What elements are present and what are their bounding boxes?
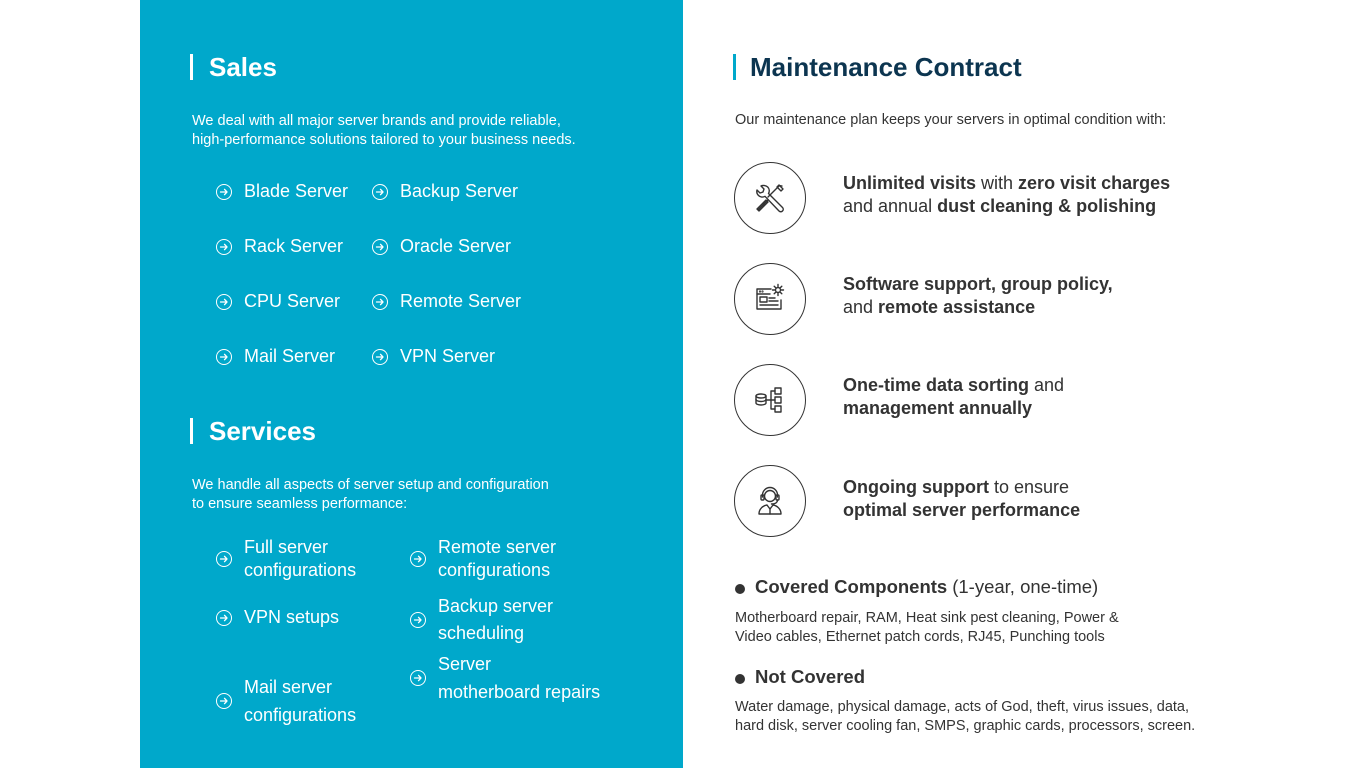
service-item[interactable] [216,604,339,631]
arrow-circle-icon [216,551,232,567]
covered-components-list: Motherboard repair, RAM, Heat sink pest cleaning, Power & Video cables, Ethernet patch cords, RJ45, Punching tools [735,610,1119,645]
sales-item-label: CPU Server [244,291,341,311]
arrow-circle-icon [410,670,426,686]
software-settings-icon [734,263,806,335]
arrow-circle-icon [410,551,426,567]
feature-data-sorting: One-time data sorting and management annually [843,375,1065,418]
arrow-circle-icon [410,612,426,628]
sales-item[interactable] [372,233,511,260]
arrow-circle-icon [372,349,388,365]
sales-item[interactable] [372,178,518,205]
service-item[interactable] [216,536,356,582]
sales-item-label: Mail Server [244,346,336,366]
sales-item-label: Rack Server [244,236,344,256]
arrow-circle-icon [216,610,232,626]
service-item[interactable] [216,673,356,729]
bullet-dot [735,674,745,684]
not-covered-title: Not Covered [735,666,870,688]
services-description: We handle all aspects of server setup and configuration to ensure seamless performance: [192,477,549,512]
arrow-circle-icon [216,239,232,255]
tools-icon [734,162,806,234]
sales-item-label: Blade Server [244,181,349,201]
feature-ongoing-support: Ongoing support to ensure optimal server performance [843,477,1081,520]
sales-item-label: Oracle Server [400,236,512,256]
bullet-dot [735,584,745,594]
data-sorting-icon [734,364,806,436]
sales-heading: Sales [190,54,277,80]
service-item[interactable] [410,593,553,647]
covered-components-title: Covered Components (1-year, one-time) [735,576,1098,598]
arrow-circle-icon [216,349,232,365]
sales-item-label: VPN Server [400,346,496,366]
service-item-label: Server motherboard repairs [438,654,601,702]
service-item-label: VPN setups [244,607,340,627]
left-panel [140,0,683,768]
sales-item[interactable] [372,343,495,370]
not-covered-list: Water damage, physical damage, acts of God, theft, virus issues, data, hard disk, server cooling fan, SMPS, graphic cards, processors, screen. [735,699,1196,734]
service-item-label: Full server configurations [244,537,357,580]
sales-description: We deal with all major server brands and provide reliable, high-performance solutions tailored to your business needs. [192,113,576,148]
service-item-label: Remote server configurations [438,537,557,580]
sales-item[interactable] [216,288,340,315]
sales-item[interactable] [216,233,343,260]
feature-software-support: Software support, group policy, and remote assistance [843,274,1113,317]
feature-unlimited-visits: Unlimited visits with zero visit charges and annual dust cleaning & polishing [843,173,1171,216]
sales-item[interactable] [372,288,521,315]
support-agent-icon [734,465,806,537]
arrow-circle-icon [372,294,388,310]
sales-item[interactable] [216,178,348,205]
arrow-circle-icon [216,294,232,310]
sales-item-label: Backup Server [400,181,519,201]
service-item[interactable] [410,650,600,706]
sales-item[interactable] [216,343,335,370]
arrow-circle-icon [372,184,388,200]
service-item[interactable] [410,536,556,582]
arrow-circle-icon [372,239,388,255]
maintenance-intro: Our maintenance plan keeps your servers in optimal condition with: [735,112,1167,128]
service-item-label: Mail server configurations [244,677,357,725]
services-heading: Services [190,418,316,444]
arrow-circle-icon [216,693,232,709]
service-item-label: Backup server scheduling [438,596,554,643]
right-panel [683,0,1366,768]
arrow-circle-icon [216,184,232,200]
maintenance-heading: Maintenance Contract [733,54,1022,80]
sales-item-label: Remote Server [400,291,522,311]
